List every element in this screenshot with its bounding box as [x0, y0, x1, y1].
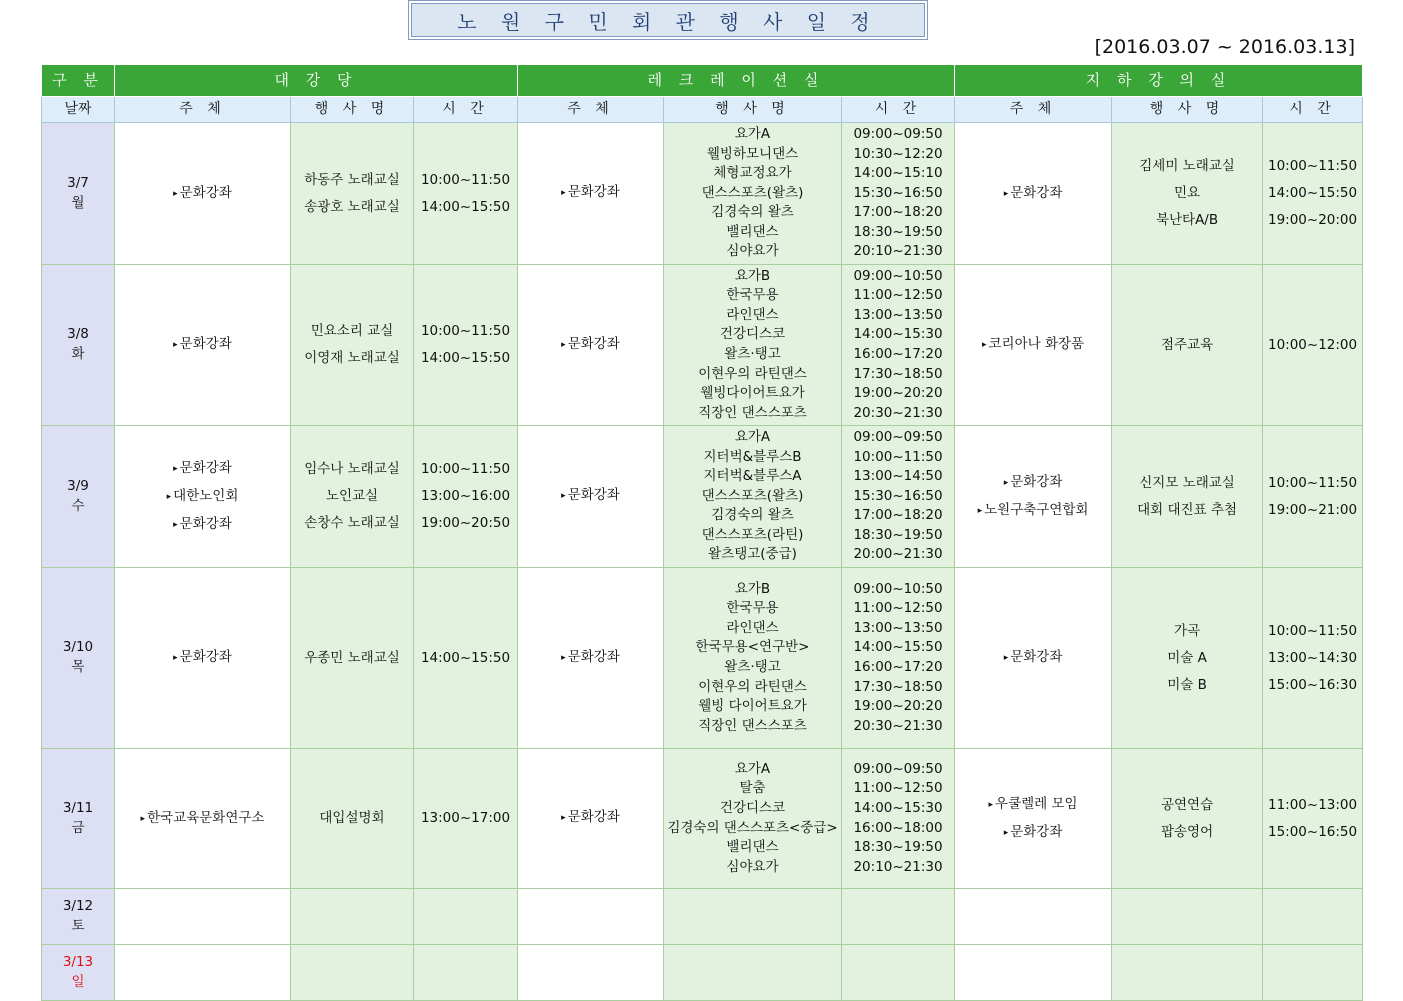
- header-event: 행 사 명: [1112, 97, 1263, 123]
- date-day: 3/8: [67, 326, 89, 343]
- hall-host-cell: [115, 123, 291, 265]
- host-item: [955, 180, 1111, 208]
- event-name: 이현우의 라틴댄스: [698, 365, 807, 382]
- header-event: 행 사 명: [291, 97, 414, 123]
- date-weekday: 일: [71, 973, 85, 990]
- event-name: 점주교육: [1160, 336, 1214, 353]
- header-time: 시 간: [414, 97, 518, 123]
- host-item: [115, 805, 290, 833]
- event-time: 20:30~21:30: [853, 404, 943, 421]
- event-time: 14:00~15:50: [420, 350, 511, 366]
- rec-host-cell: [518, 889, 664, 945]
- base-time-cell: [1263, 265, 1363, 426]
- event-name: 라인댄스: [726, 306, 779, 323]
- bullet-icon: ▸: [1003, 477, 1009, 488]
- header-category: 구 분: [42, 65, 115, 97]
- host-item: [518, 808, 663, 829]
- host-name: 문화강좌: [179, 336, 232, 352]
- event-time: 15:00~16:50: [1267, 823, 1358, 840]
- date-day: 3/13: [62, 953, 94, 970]
- hall-time-cell: [414, 568, 518, 749]
- rec-time-cell: [842, 889, 955, 945]
- event-time: 13:00~13:50: [853, 306, 943, 323]
- event-name: 미술 B: [1167, 676, 1207, 693]
- event-name: 웰빙다이어트요가: [700, 385, 805, 402]
- event-name: 요가A: [734, 125, 771, 142]
- schedule-row: [42, 265, 1363, 426]
- event-name: 요가A: [734, 428, 771, 445]
- hall-event-cell: [291, 945, 414, 1001]
- bullet-icon: ▸: [561, 491, 566, 502]
- bullet-icon: ▸: [988, 799, 994, 810]
- header-time: 시 간: [1263, 97, 1363, 123]
- rec-time-cell: [842, 426, 955, 568]
- host-name: 한국교육문화연구소: [147, 809, 265, 826]
- header-host: 주 체: [115, 97, 291, 123]
- event-time: 13:00~14:50: [853, 468, 943, 485]
- bullet-icon: ▸: [173, 463, 178, 474]
- hall-host-cell: [115, 945, 291, 1001]
- host-name: 문화강좌: [1010, 473, 1063, 490]
- event-time: 19:00~20:20: [853, 698, 943, 715]
- base-host-cell: [955, 426, 1112, 568]
- host-name: 대한노인회: [173, 487, 239, 504]
- event-name: 탈춤: [739, 780, 766, 797]
- bullet-icon: ▸: [173, 188, 178, 199]
- host-item: [955, 644, 1111, 672]
- event-name: 한국무용: [726, 600, 779, 617]
- host-item: [955, 469, 1111, 497]
- event-time: 17:00~18:20: [853, 507, 943, 524]
- event-name: 팝송영어: [1160, 823, 1214, 840]
- bullet-icon: ▸: [561, 188, 566, 199]
- event-time: 13:00~17:00: [420, 810, 511, 826]
- event-time: 17:30~18:50: [853, 678, 943, 695]
- host-item: [518, 486, 663, 507]
- base-host-cell: [955, 568, 1112, 749]
- event-name: 밸리댄스: [726, 839, 779, 856]
- event-name: 손창수 노래교실: [304, 515, 400, 531]
- date-weekday: 월: [71, 194, 85, 211]
- event-time: 18:30~19:50: [853, 839, 943, 856]
- base-host-cell: [955, 945, 1112, 1001]
- hall-host-cell: [115, 749, 291, 889]
- base-event-cell: [1112, 889, 1263, 945]
- hall-host-cell: [115, 265, 291, 426]
- rec-time-cell: [842, 123, 955, 265]
- host-name: 문화강좌: [179, 459, 232, 476]
- event-time: 09:00~09:50: [853, 125, 943, 142]
- host-name: 문화강좌: [1010, 184, 1063, 201]
- date-cell: [42, 568, 115, 749]
- date-cell: [42, 426, 115, 568]
- rec-time-cell: [842, 945, 955, 1001]
- event-name: 왈츠·탱고: [724, 346, 781, 362]
- bullet-icon: ▸: [1003, 188, 1009, 199]
- base-time-cell: [1263, 749, 1363, 889]
- host-name: 노원구축구연합회: [984, 501, 1089, 518]
- event-name: 라인댄스: [726, 619, 779, 636]
- event-time: 19:00~21:00: [1267, 501, 1358, 518]
- schedule-row: [42, 749, 1363, 889]
- event-name: 왈츠·탱고: [724, 659, 781, 675]
- date-cell: [42, 123, 115, 265]
- date-weekday: 금: [71, 819, 85, 836]
- header-row-columns: [42, 97, 1363, 123]
- event-name: 지터벅&블루스B: [703, 448, 802, 465]
- event-time: 09:00~09:50: [853, 428, 943, 445]
- page-title: 노 원 구 민 회 관 행 사 일 정: [457, 9, 879, 34]
- header-host: 주 체: [955, 97, 1112, 123]
- rec-event-cell: [664, 123, 842, 265]
- base-event-cell: [1112, 265, 1263, 426]
- bullet-icon: ▸: [561, 339, 566, 350]
- schedule-row: [42, 568, 1363, 749]
- event-name: 우종민 노래교실: [304, 649, 400, 666]
- host-item: [955, 497, 1111, 525]
- date-day: 3/9: [67, 477, 89, 494]
- host-name: 문화강좌: [567, 184, 620, 201]
- event-time: 10:00~11:50: [1267, 158, 1358, 174]
- date-cell: [42, 889, 115, 945]
- event-time: 10:00~11:50: [420, 323, 511, 339]
- hall-event-cell: [291, 568, 414, 749]
- event-name: 가곡: [1174, 622, 1201, 639]
- host-name: 코리아나 화장품: [988, 336, 1085, 352]
- hall-event-cell: [291, 123, 414, 265]
- host-name: 우쿨렐레 모임: [995, 795, 1078, 812]
- date-weekday: 목: [71, 659, 85, 675]
- event-time: 19:00~20:00: [1267, 212, 1358, 228]
- event-name: 심야요가: [726, 243, 779, 260]
- base-event-cell: [1112, 568, 1263, 749]
- event-name: 대입설명회: [319, 810, 385, 826]
- event-name: 북난타A/B: [1155, 212, 1219, 228]
- hall-time-cell: [414, 749, 518, 889]
- rec-event-cell: [664, 568, 842, 749]
- event-name: 요가B: [734, 267, 771, 284]
- event-time: 16:00~18:00: [853, 819, 943, 836]
- event-name: 김경숙의 왈츠: [711, 204, 794, 221]
- event-name: 민요소리 교실: [310, 323, 394, 339]
- host-name: 문화강좌: [567, 487, 620, 504]
- event-name: 미술 A: [1167, 649, 1207, 666]
- date-cell: [42, 265, 115, 426]
- schedule-row: [42, 426, 1363, 568]
- base-host-cell: [955, 123, 1112, 265]
- base-host-cell: [955, 889, 1112, 945]
- host-item: [518, 335, 663, 356]
- host-item: [955, 331, 1111, 359]
- event-time: 15:30~16:50: [853, 487, 943, 504]
- hall-time-cell: [414, 889, 518, 945]
- date-day: 3/7: [67, 174, 89, 191]
- host-name: 문화강좌: [1010, 649, 1063, 665]
- event-time: 19:00~20:50: [420, 515, 511, 531]
- rec-time-cell: [842, 265, 955, 426]
- event-time: 10:00~11:50: [420, 461, 511, 477]
- event-time: 14:00~15:10: [853, 165, 943, 182]
- event-time: 11:00~13:00: [1267, 796, 1358, 813]
- hall-event-cell: [291, 749, 414, 889]
- event-name: 건강디스코: [719, 799, 786, 816]
- rec-event-cell: [664, 265, 842, 426]
- base-time-cell: [1263, 945, 1363, 1001]
- host-item: [115, 455, 290, 483]
- event-name: 신지모 노래교실: [1139, 474, 1235, 491]
- base-host-cell: [955, 749, 1112, 889]
- event-name: 심야요가: [726, 858, 779, 875]
- bullet-icon: ▸: [173, 340, 178, 350]
- host-name: 문화강좌: [1010, 823, 1063, 840]
- rec-time-cell: [842, 749, 955, 889]
- event-time: 17:00~18:20: [853, 204, 943, 221]
- bullet-icon: ▸: [561, 813, 566, 824]
- rec-event-cell: [664, 749, 842, 889]
- event-name: 한국무용<연구반>: [695, 639, 810, 656]
- bullet-icon: ▸: [140, 813, 146, 824]
- header-event: 행 사 명: [664, 97, 842, 123]
- base-time-cell: [1263, 889, 1363, 945]
- title-box: [411, 3, 925, 37]
- host-item: [518, 648, 663, 669]
- event-time: 10:00~11:50: [1267, 474, 1358, 491]
- hall-time-cell: [414, 945, 518, 1001]
- event-name: 직장인 댄스스포츠: [698, 717, 807, 734]
- rec-host-cell: [518, 749, 664, 889]
- base-time-cell: [1263, 123, 1363, 265]
- host-name: 문화강좌: [179, 515, 232, 532]
- event-time: 20:10~21:30: [853, 858, 943, 875]
- header-time: 시 간: [842, 97, 955, 123]
- event-name: 노인교실: [325, 488, 379, 504]
- date-range: [2016.03.07 ~ 2016.03.13]: [1094, 36, 1355, 58]
- event-name: 왈츠탱고(중급): [708, 546, 797, 563]
- event-name: 김경숙의 왈츠: [711, 507, 794, 524]
- host-name: 문화강좌: [179, 184, 232, 201]
- hall-event-cell: [291, 265, 414, 426]
- base-host-cell: [955, 265, 1112, 426]
- event-time: 16:00~17:20: [853, 346, 943, 362]
- host-item: [115, 331, 290, 359]
- event-time: 09:00~10:50: [853, 267, 943, 284]
- hall-event-cell: [291, 889, 414, 945]
- event-time: 09:00~09:50: [853, 760, 943, 777]
- event-name: 댄스스포츠(라틴): [701, 526, 804, 543]
- event-name: 이영재 노래교실: [304, 350, 400, 366]
- event-name: 김세미 노래교실: [1139, 158, 1235, 174]
- host-name: 문화강좌: [567, 335, 620, 352]
- bullet-icon: ▸: [1003, 653, 1009, 663]
- base-event-cell: [1112, 426, 1263, 568]
- bullet-icon: ▸: [1003, 827, 1009, 838]
- header-host: 주 체: [518, 97, 664, 123]
- event-time: 10:00~11:50: [1267, 622, 1358, 639]
- event-name: 요가A: [734, 760, 771, 777]
- rec-host-cell: [518, 426, 664, 568]
- hall-time-cell: [414, 265, 518, 426]
- host-item: [115, 644, 290, 672]
- event-time: 17:30~18:50: [853, 365, 943, 382]
- host-item: [955, 819, 1111, 847]
- event-time: 18:30~19:50: [853, 223, 943, 240]
- hall-host-cell: [115, 426, 291, 568]
- header-row-venues: [42, 65, 1363, 97]
- event-time: 11:00~12:50: [853, 780, 943, 797]
- bullet-icon: ▸: [166, 491, 172, 502]
- event-name: 민요: [1174, 185, 1201, 201]
- event-time: 13:00~14:30: [1267, 649, 1358, 666]
- event-time: 18:30~19:50: [853, 526, 943, 543]
- host-name: 문화강좌: [567, 648, 620, 665]
- event-time: 10:00~12:00: [1267, 336, 1358, 353]
- event-time: 14:00~15:30: [853, 799, 943, 816]
- event-name: 밸리댄스: [726, 223, 779, 240]
- bullet-icon: ▸: [173, 653, 178, 663]
- event-time: 13:00~16:00: [420, 488, 511, 504]
- base-event-cell: [1112, 945, 1263, 1001]
- date-cell: [42, 945, 115, 1001]
- hall-host-cell: [115, 568, 291, 749]
- event-name: 지터벅&블루스A: [703, 468, 802, 485]
- header-venue-recreation: 레 크 레 이 션 실: [518, 65, 955, 97]
- rec-event-cell: [664, 945, 842, 1001]
- event-name: 건강디스코: [719, 326, 786, 343]
- event-time: 10:00~11:50: [853, 448, 943, 465]
- event-time: 13:00~13:50: [853, 619, 943, 636]
- date-cell: [42, 749, 115, 889]
- event-time: 20:00~21:30: [853, 546, 943, 563]
- header-date: 날짜: [42, 97, 115, 123]
- hall-time-cell: [414, 426, 518, 568]
- host-name: 문화강좌: [179, 649, 232, 665]
- event-time: 14:00~15:50: [420, 198, 511, 215]
- event-name: 대회 대진표 추첨: [1137, 501, 1237, 518]
- host-item: [955, 791, 1111, 819]
- date-day: 3/11: [62, 799, 94, 816]
- rec-event-cell: [664, 426, 842, 568]
- event-time: 15:00~16:30: [1267, 676, 1358, 693]
- event-time: 10:30~12:20: [853, 145, 943, 162]
- event-time: 15:30~16:50: [853, 184, 943, 201]
- rec-host-cell: [518, 265, 664, 426]
- date-day: 3/12: [62, 897, 94, 914]
- schedule-row: [42, 123, 1363, 265]
- rec-host-cell: [518, 945, 664, 1001]
- header-venue-hall: 대 강 당: [115, 65, 518, 97]
- event-time: 10:00~11:50: [420, 171, 511, 188]
- event-name: 요가B: [734, 580, 771, 597]
- base-time-cell: [1263, 426, 1363, 568]
- schedule-table: [41, 64, 1363, 1001]
- event-time: 16:00~17:20: [853, 659, 943, 675]
- date-weekday: 수: [71, 497, 85, 514]
- event-name: 웰빙 다이어트요가: [698, 698, 807, 715]
- event-time: 09:00~10:50: [853, 580, 943, 597]
- event-time: 11:00~12:50: [853, 600, 943, 617]
- event-name: 직장인 댄스스포츠: [698, 404, 807, 421]
- event-name: 한국무용: [726, 287, 779, 304]
- event-time: 19:00~20:20: [853, 385, 943, 402]
- event-name: 김경숙의 댄스스포츠<중급>: [667, 819, 838, 836]
- header-venue-basement: 지 하 강 의 실: [955, 65, 1363, 97]
- schedule-row: [42, 889, 1363, 945]
- bullet-icon: ▸: [561, 652, 566, 663]
- event-name: 웰빙하모니댄스: [706, 145, 799, 162]
- event-name: 하동주 노래교실: [304, 171, 400, 188]
- event-time: 14:00~15:50: [853, 639, 943, 656]
- hall-time-cell: [414, 123, 518, 265]
- hall-host-cell: [115, 889, 291, 945]
- schedule-row: [42, 945, 1363, 1001]
- base-time-cell: [1263, 568, 1363, 749]
- schedule-body: [42, 123, 1363, 1001]
- event-name: 댄스스포츠(왈츠): [701, 487, 804, 504]
- base-event-cell: [1112, 749, 1263, 889]
- date-day: 3/10: [62, 639, 94, 656]
- event-time: 14:00~15:50: [1267, 185, 1358, 201]
- date-weekday: 토: [71, 917, 85, 934]
- event-time: 20:10~21:30: [853, 243, 943, 260]
- bullet-icon: ▸: [981, 340, 987, 350]
- event-name: 댄스스포츠(왈츠): [701, 184, 804, 201]
- rec-event-cell: [664, 889, 842, 945]
- event-name: 송광호 노래교실: [304, 198, 400, 215]
- event-name: 임수나 노래교실: [304, 461, 400, 477]
- event-time: 20:30~21:30: [853, 717, 943, 734]
- hall-event-cell: [291, 426, 414, 568]
- rec-host-cell: [518, 123, 664, 265]
- host-item: [518, 183, 663, 204]
- date-weekday: 화: [71, 346, 85, 362]
- event-time: 14:00~15:30: [853, 326, 943, 343]
- host-item: [115, 483, 290, 511]
- event-time: 11:00~12:50: [853, 287, 943, 304]
- host-item: [115, 511, 290, 539]
- bullet-icon: ▸: [977, 505, 983, 516]
- host-name: 문화강좌: [567, 809, 620, 826]
- event-time: 14:00~15:50: [420, 649, 511, 666]
- base-event-cell: [1112, 123, 1263, 265]
- event-name: 공연연습: [1160, 796, 1214, 813]
- event-name: 체형교정요가: [713, 165, 792, 182]
- event-name: 이현우의 라틴댄스: [698, 678, 807, 695]
- rec-host-cell: [518, 568, 664, 749]
- bullet-icon: ▸: [173, 519, 178, 530]
- rec-time-cell: [842, 568, 955, 749]
- host-item: [115, 180, 290, 208]
